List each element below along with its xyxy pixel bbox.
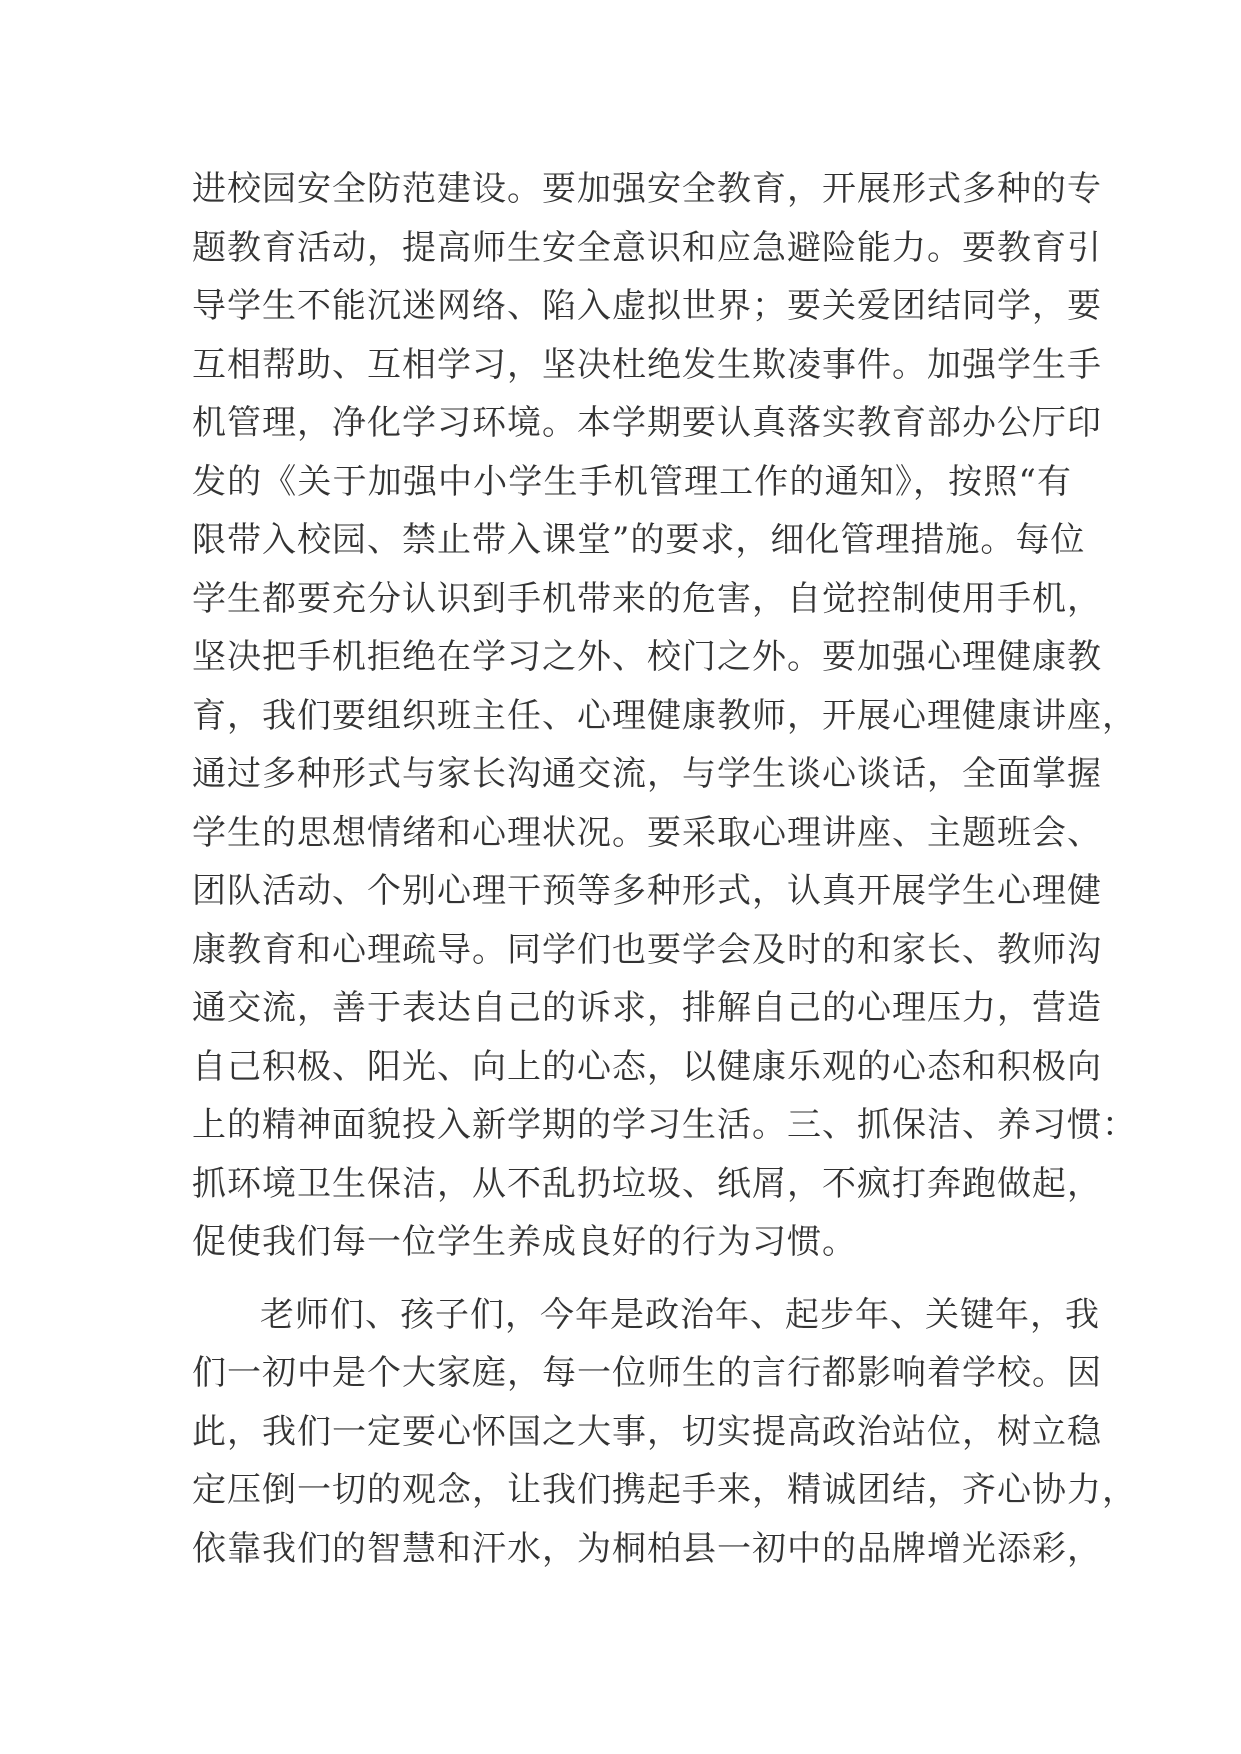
paragraph-1 <box>192 160 1137 1272</box>
text-line: 老师们、孩子们，今年是政治年、起步年、关键年，我 <box>260 1294 1100 1335</box>
text-line: 团队活动、个别心理干预等多种形式，认真开展学生心理健 <box>192 871 1102 911</box>
text-line: 机管理，净化学习环境。本学期要认真落实教育部办公厅印 <box>192 403 1102 443</box>
text-line: 上的精神面貌投入新学期的学习生活。三、抓保洁、养习惯： <box>192 1105 1137 1145</box>
text-line: 互相帮助、互相学习，坚决杜绝发生欺凌事件。加强学生手 <box>192 344 1102 385</box>
text-line: 通交流，善于表达自己的诉求，排解自己的心理压力，营造 <box>192 988 1102 1028</box>
text-line: 促使我们每一位学生养成良好的行为习惯。 <box>192 1222 857 1262</box>
text-line: 限带入校园、禁止带入课堂”的要求，细化管理措施。每位 <box>192 520 1086 560</box>
text-line: 自己积极、阳光、向上的心态，以健康乐观的心态和积极向 <box>192 1046 1102 1087</box>
text-line: 育，我们要组织班主任、心理健康教师，开展心理健康讲座， <box>192 695 1137 736</box>
paragraph-spacing <box>192 1272 1072 1286</box>
text-line: 进校园安全防范建设。要加强安全教育，开展形式多种的专 <box>192 169 1102 209</box>
text-line: 坚决把手机拒绝在学习之外、校门之外。要加强心理健康教 <box>192 637 1102 677</box>
text-line: 们一初中是个大家庭，每一位师生的言行都影响着学校。因 <box>192 1353 1102 1393</box>
text-line: 通过多种形式与家长沟通交流，与学生谈心谈话，全面掌握 <box>192 754 1102 794</box>
text-line: 导学生不能沉迷网络、陷入虚拟世界；要关爱团结同学，要 <box>192 286 1102 326</box>
text-line: 发的《关于加强中小学生手机管理工作的通知》，按照“有 <box>192 461 1072 502</box>
text-line: 定压倒一切的观念，让我们携起手来，精诚团结，齐心协力， <box>192 1470 1137 1510</box>
paragraph-2 <box>192 1286 1137 1579</box>
text-line: 此，我们一定要心怀国之大事，切实提高政治站位，树立稳 <box>192 1411 1102 1452</box>
text-line: 抓环境卫生保洁，从不乱扔垃圾、纸屑，不疯打奔跑做起， <box>192 1163 1102 1204</box>
text-line: 学生的思想情绪和心理状况。要采取心理讲座、主题班会、 <box>192 812 1102 853</box>
text-line: 学生都要充分认识到手机带来的危害，自觉控制使用手机， <box>192 578 1102 619</box>
text-line: 题教育活动，提高师生安全意识和应急避险能力。要教育引 <box>192 227 1102 268</box>
body-text <box>192 160 1137 1578</box>
text-line: 康教育和心理疏导。同学们也要学会及时的和家长、教师沟 <box>192 929 1102 970</box>
text-line: 依靠我们的智慧和汗水，为桐柏县一初中的品牌增光添彩， <box>192 1528 1102 1569</box>
